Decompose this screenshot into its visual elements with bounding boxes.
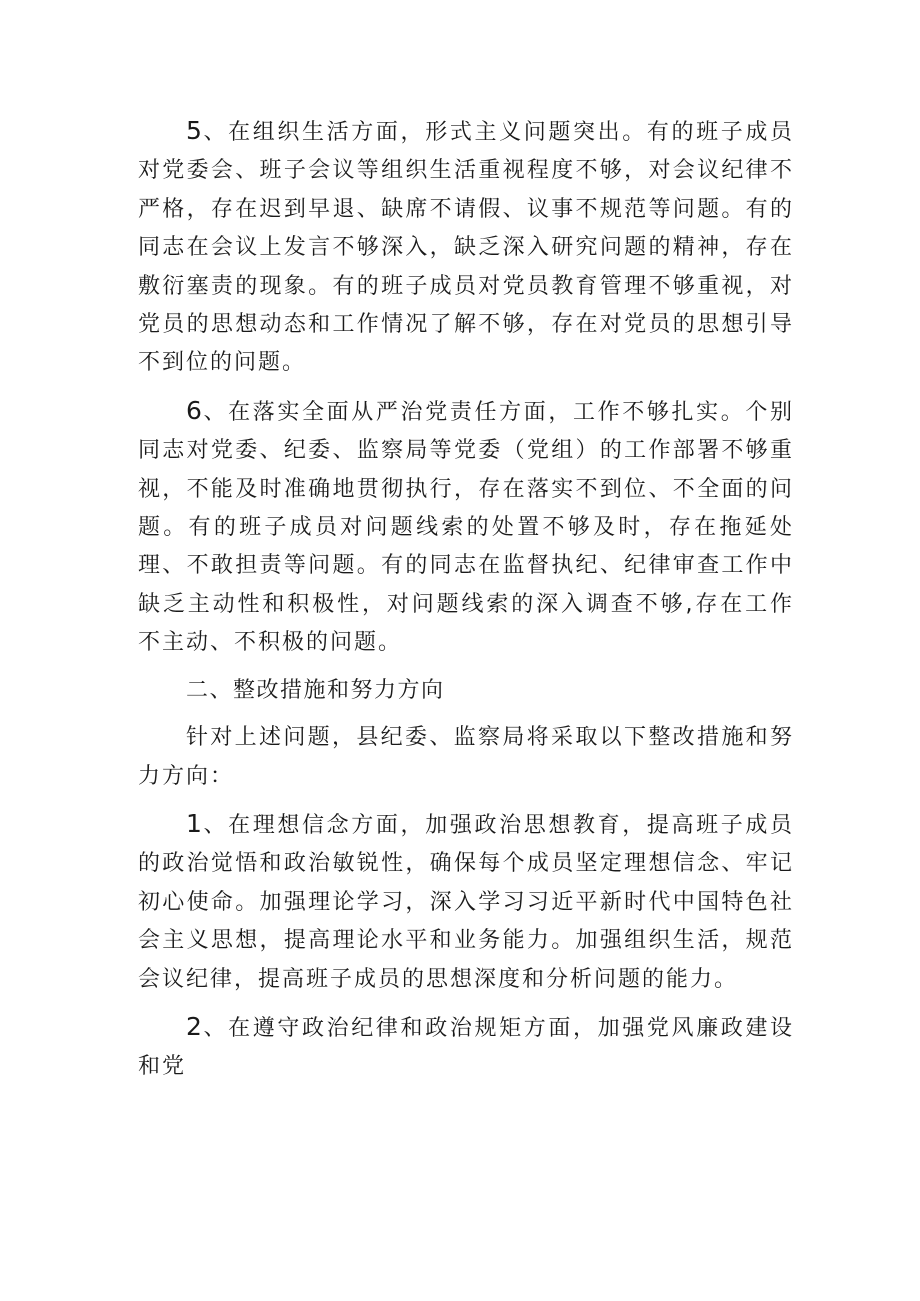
paragraph-item-2 <box>138 1008 794 1087</box>
document-page <box>138 112 794 1087</box>
intro-paragraph <box>138 719 794 796</box>
section-heading <box>138 672 794 710</box>
item-number: 2 <box>186 1011 203 1041</box>
paragraph-text: 、在组织生活方面，形式主义问题突出。有的班子成员对党委会、班子会议等组织生活重视程度不够，对会议纪律不严格，存在迟到早退、缺席不请假、议事不规范等问题。有的同志在会议上发言不够深入，缺乏深入研究问题的精神，存在敷衍塞责的现象。有的班子成员对党员教育管理不够重视，对党员的思想动态和工作情况了解不够，存在对党员的思想引导不到位的问题。 <box>138 120 794 376</box>
paragraph-text: 、在遵守政治纪律和政治规矩方面，加强党风廉政建设和党 <box>138 1015 794 1080</box>
paragraph-text: 针对上述问题，县纪委、监察局将采取以下整改措施和努力方向： <box>138 725 794 789</box>
paragraph-text: 、在理想信念方面，加强政治思想教育，提高班子成员的政治觉悟和政治敏锐性，确保每个成员坚定理想信念、牢记初心使命。加强理论学习，深入学习习近平新时代中国特色社会主义思想，提高理论水平和业务能力。加强组织生活，规范会议纪律，提高班子成员的思想深度和分析问题的能力。 <box>138 812 794 992</box>
paragraph-item-5 <box>138 112 794 383</box>
item-number: 1 <box>186 808 203 838</box>
section-heading-text: 二、整改措施和努力方向 <box>186 677 445 703</box>
paragraph-item-6 <box>138 392 794 663</box>
paragraph-text: 、在落实全面从严治党责任方面，工作不够扎实。个别同志对党委、纪委、监察局等党委（党组）的工作部署不够重视，不能及时准确地贯彻执行，存在落实不到位、不全面的问题。有的班子成员对问题线索的处置不够及时，存在拖延处理、不敢担责等问题。有的同志在监督执纪、纪律审查工作中缺乏主动性和积极性，对问题线索的深入调查不够,存在工作不主动、不积极的问题。 <box>138 399 794 656</box>
item-number: 5 <box>186 116 203 145</box>
paragraph-item-1 <box>138 805 794 999</box>
item-number: 6 <box>186 395 203 425</box>
